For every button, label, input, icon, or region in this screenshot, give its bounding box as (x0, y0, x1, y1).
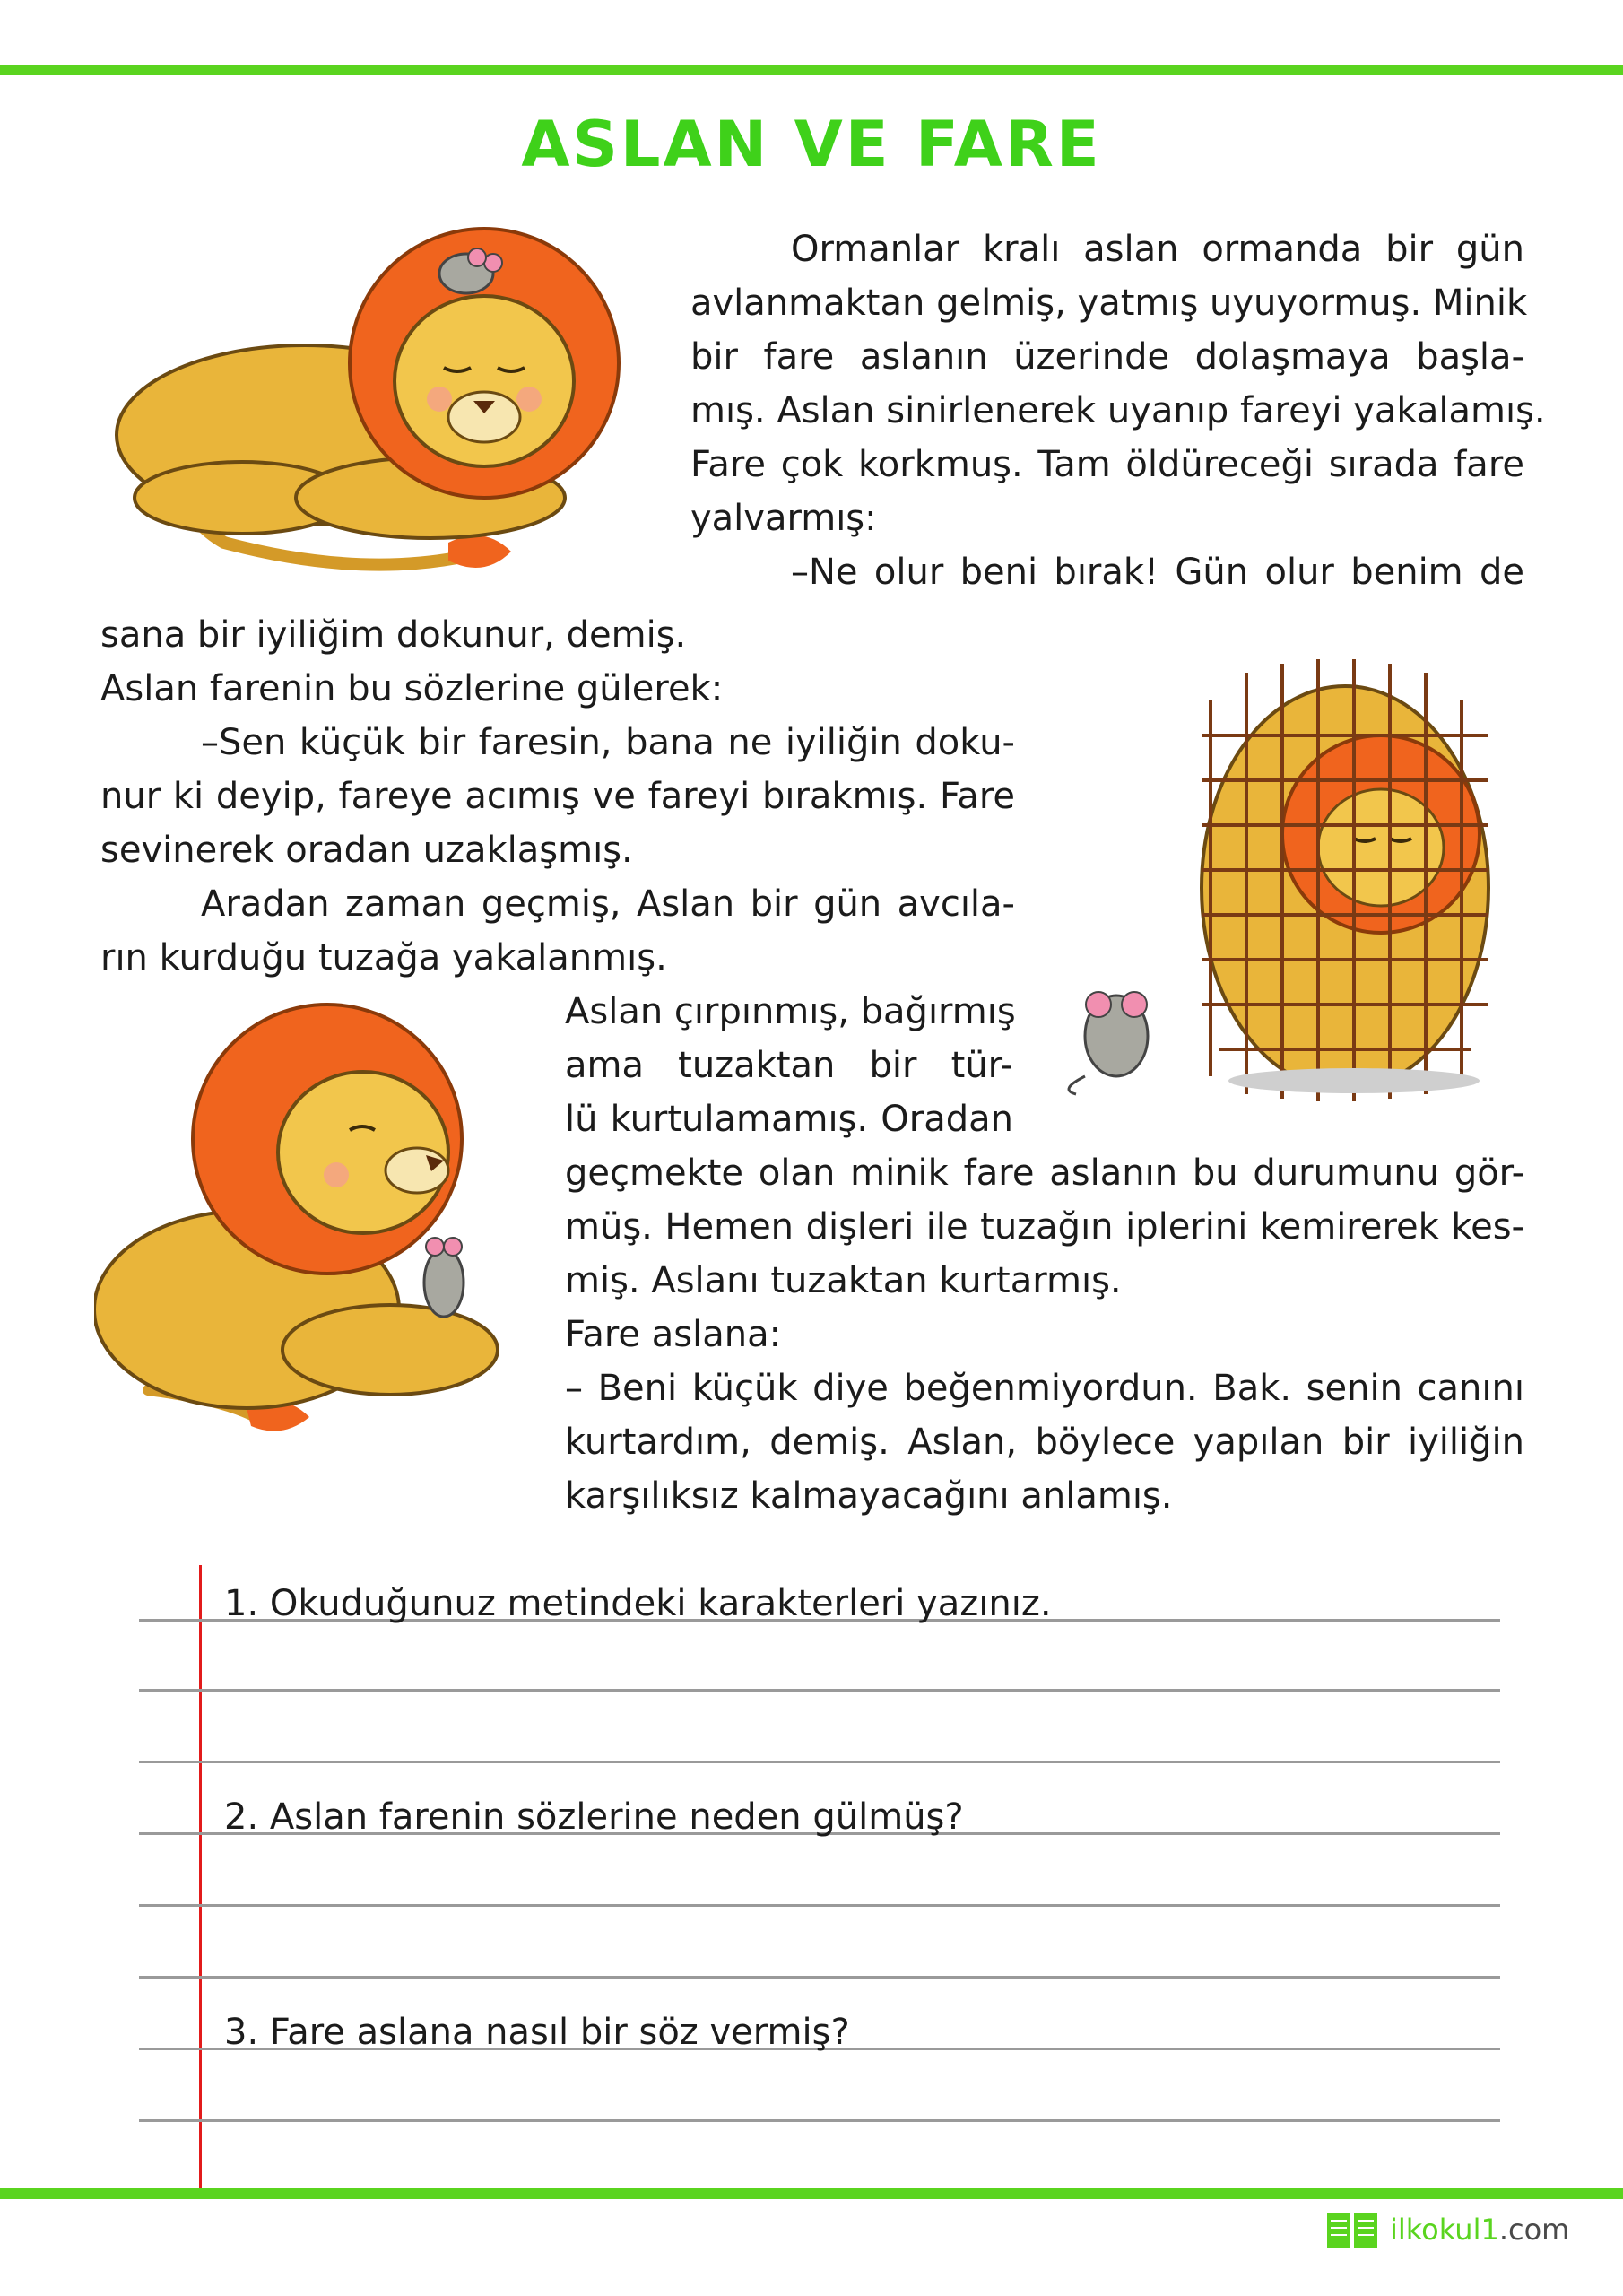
story-paragraph-1 (690, 222, 1546, 599)
story-line: karşılıksız kalmayacağını anlamış. (565, 1475, 1173, 1517)
story-line: sana bir iyiliğim dokunur, demiş. (100, 614, 687, 656)
answer-line (139, 1976, 1500, 1979)
bottom-green-rule (0, 2188, 1623, 2199)
story-line: nur ki deyip, fareye acımış ve fareyi bırakmış. Fare (100, 776, 1015, 817)
story-line: sevinerek oradan uzaklaşmış. (100, 830, 633, 871)
answer-line (139, 1904, 1500, 1907)
story-line: Aradan zaman geçmiş, Aslan bir gün avcıla- (201, 883, 1015, 925)
page-title: ASLAN VE FARE (521, 108, 1102, 181)
story-line: ama tuzaktan bir tür- (565, 1045, 1013, 1086)
story-paragraph-2 (100, 608, 1015, 985)
story-paragraph-4 (565, 1146, 1524, 1523)
story-line: miş. Aslanı tuzaktan kurtarmış. (565, 1260, 1122, 1301)
story-line: – Beni küçük diye beğenmiyordun. Bak. senin canını (565, 1368, 1524, 1409)
question-1: 1. Okuduğunuz metindeki karakterleri yazınız. (224, 1583, 1052, 1624)
story-line: –Sen küçük bir faresin, bana ne iyiliğin doku- (201, 722, 1015, 763)
story-line: Ormanlar kralı aslan ormanda bir gün (791, 229, 1524, 270)
top-green-rule (0, 65, 1623, 75)
story-line: lü kurtulamamış. Oradan (565, 1099, 1013, 1140)
lion-with-mouse-illustration (94, 996, 560, 1471)
notebook-margin-line (199, 1565, 202, 2193)
answer-line (139, 2119, 1500, 2122)
logo-text: ilkokul1 (1390, 2213, 1499, 2247)
story-line: mış. Aslan sinirlenerek uyanıp fareyi yakalamış. (690, 390, 1546, 431)
question-3: 3. Fare aslana nasıl bir söz vermiş? (224, 2012, 850, 2053)
story-line: avlanmaktan gelmiş, yatmış uyuyormuş. Minik (690, 283, 1528, 324)
story-paragraph-3 (565, 985, 1016, 1146)
sleeping-lion-illustration (90, 202, 655, 596)
answer-line (139, 1689, 1500, 1692)
story-line: Fare çok korkmuş. Tam öldüreceği sırada fare (690, 444, 1524, 485)
story-line: Fare aslana: (565, 1314, 782, 1355)
story-line: müş. Hemen dişleri ile tuzağın iplerini kemirerek kes- (565, 1206, 1524, 1248)
story-line: geçmekte olan minik fare aslanın bu durumunu gör- (565, 1152, 1524, 1194)
story-line: kurtardım, demiş. Aslan, böylece yapılan bir iyiliğin (565, 1422, 1524, 1463)
story-line: bir fare aslanın üzerinde dolaşmaya başla- (690, 336, 1524, 378)
site-logo (1325, 2208, 1569, 2251)
question-2: 2. Aslan farenin sözlerine neden gülmüş? (224, 1796, 964, 1838)
story-line: yalvarmış: (690, 498, 877, 539)
open-book-icon (1325, 2208, 1379, 2251)
answer-line (139, 1761, 1500, 1763)
story-line: –Ne olur beni bırak! Gün olur benim de (791, 552, 1524, 593)
mouse-illustration (1049, 960, 1184, 1103)
lion-in-net-illustration (1175, 646, 1515, 1112)
logo-suffix: .com (1498, 2213, 1570, 2247)
story-line: Aslan çırpınmış, bağırmış (565, 991, 1016, 1032)
net-shadow-shape (1219, 1063, 1488, 1099)
story-line: rın kurduğu tuzağa yakalanmış. (100, 937, 667, 978)
story-line: Aslan farenin bu sözlerine gülerek: (100, 668, 724, 709)
